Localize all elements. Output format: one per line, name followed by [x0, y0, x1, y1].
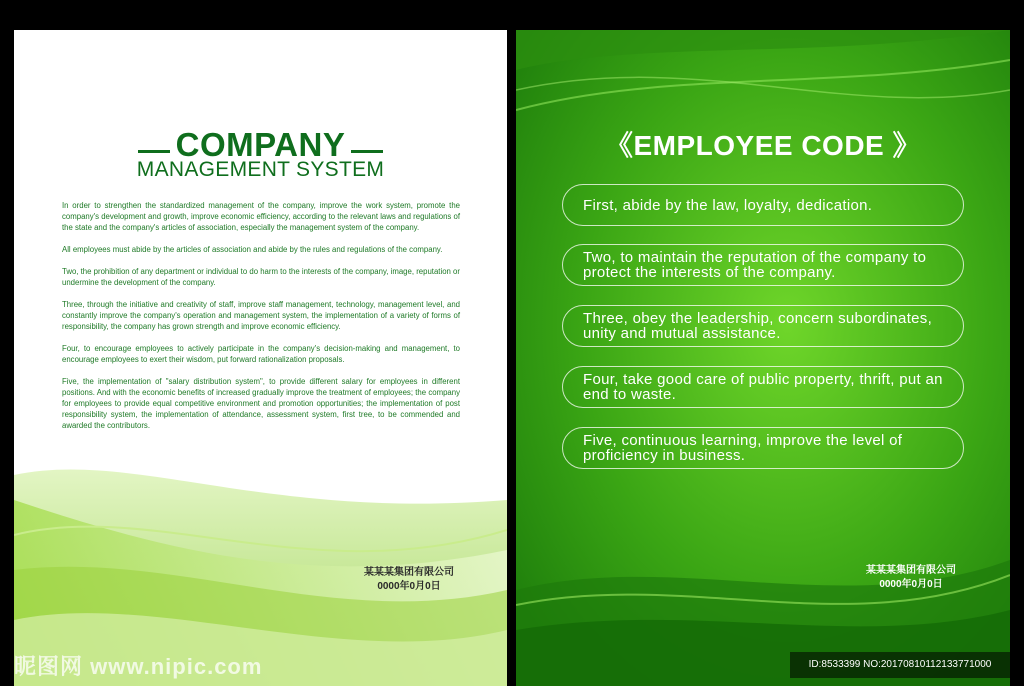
code-item: Five, continuous learning, improve the level of proficiency in business. [562, 427, 964, 469]
right-footer [836, 564, 986, 592]
watermark: 昵图网 www.nipic.com [14, 654, 263, 679]
right-page [516, 30, 1010, 686]
employee-code-title: 《EMPLOYEE CODE 》 [604, 130, 922, 161]
date: 0000年0月0日 [879, 579, 943, 590]
title-dash-right [351, 150, 383, 153]
paragraph: Two, the prohibition of any department or individual to do harm to the interests of the company, image, reputation or undermine the development of the company. [62, 267, 460, 287]
paragraph: Four, to encourage employees to actively participate in the company's decision-making and management, to encourage employees to exert their wisdom, put forward rationalization proposals. [62, 344, 460, 364]
paragraph: All employees must abide by the articles of association and abide by the rules and regulations of the company. [62, 245, 443, 254]
paragraph: Five, the implementation of "salary distribution system", to provide different salary for employees in different positions. And with the economic benefits of increased gradually improve the treatment of employees; the company for employees to provide equal competitive environment and promotion opportunities; the implementation of post responsibility system, the implementation of attendance, assessment system, first tree, to be commended and awarded the contributors. [62, 377, 460, 430]
code-item: First, abide by the law, loyalty, dedication. [562, 184, 964, 226]
company-name: 某某某集团有限公司 [866, 565, 956, 576]
title-dash-left [138, 150, 170, 153]
code-item: Two, to maintain the reputation of the company to protect the interests of the company. [562, 244, 964, 286]
left-footer [334, 566, 484, 594]
image-id-label: ID:8533399 NO:20170810112133771000 [790, 652, 1010, 678]
code-item: Four, take good care of public property, thrift, put an end to waste. [562, 366, 964, 408]
company-name: 某某某集团有限公司 [364, 567, 454, 578]
paragraph: Three, through the initiative and creativity of staff, improve staff management, technology, management level, and constantly improve the company's operation and management system, the implementation of a variety of forms of responsibility, the company has grown strength and improve economic efficiency. [62, 300, 460, 331]
left-page [14, 30, 507, 686]
code-item: Three, obey the leadership, concern subordinates, unity and mutual assistance. [562, 305, 964, 347]
paragraph: In order to strengthen the standardized management of the company, improve the work system, promote the company's development and growth, improve economic efficiency, according to the relevant laws and regulations of the state and the company's articles of association, especially the management system of the company. [62, 201, 460, 232]
date: 0000年0月0日 [377, 581, 441, 592]
management-subtitle: MANAGEMENT SYSTEM [136, 158, 385, 181]
management-text [62, 200, 460, 442]
company-heading: COMPANY [175, 126, 346, 163]
